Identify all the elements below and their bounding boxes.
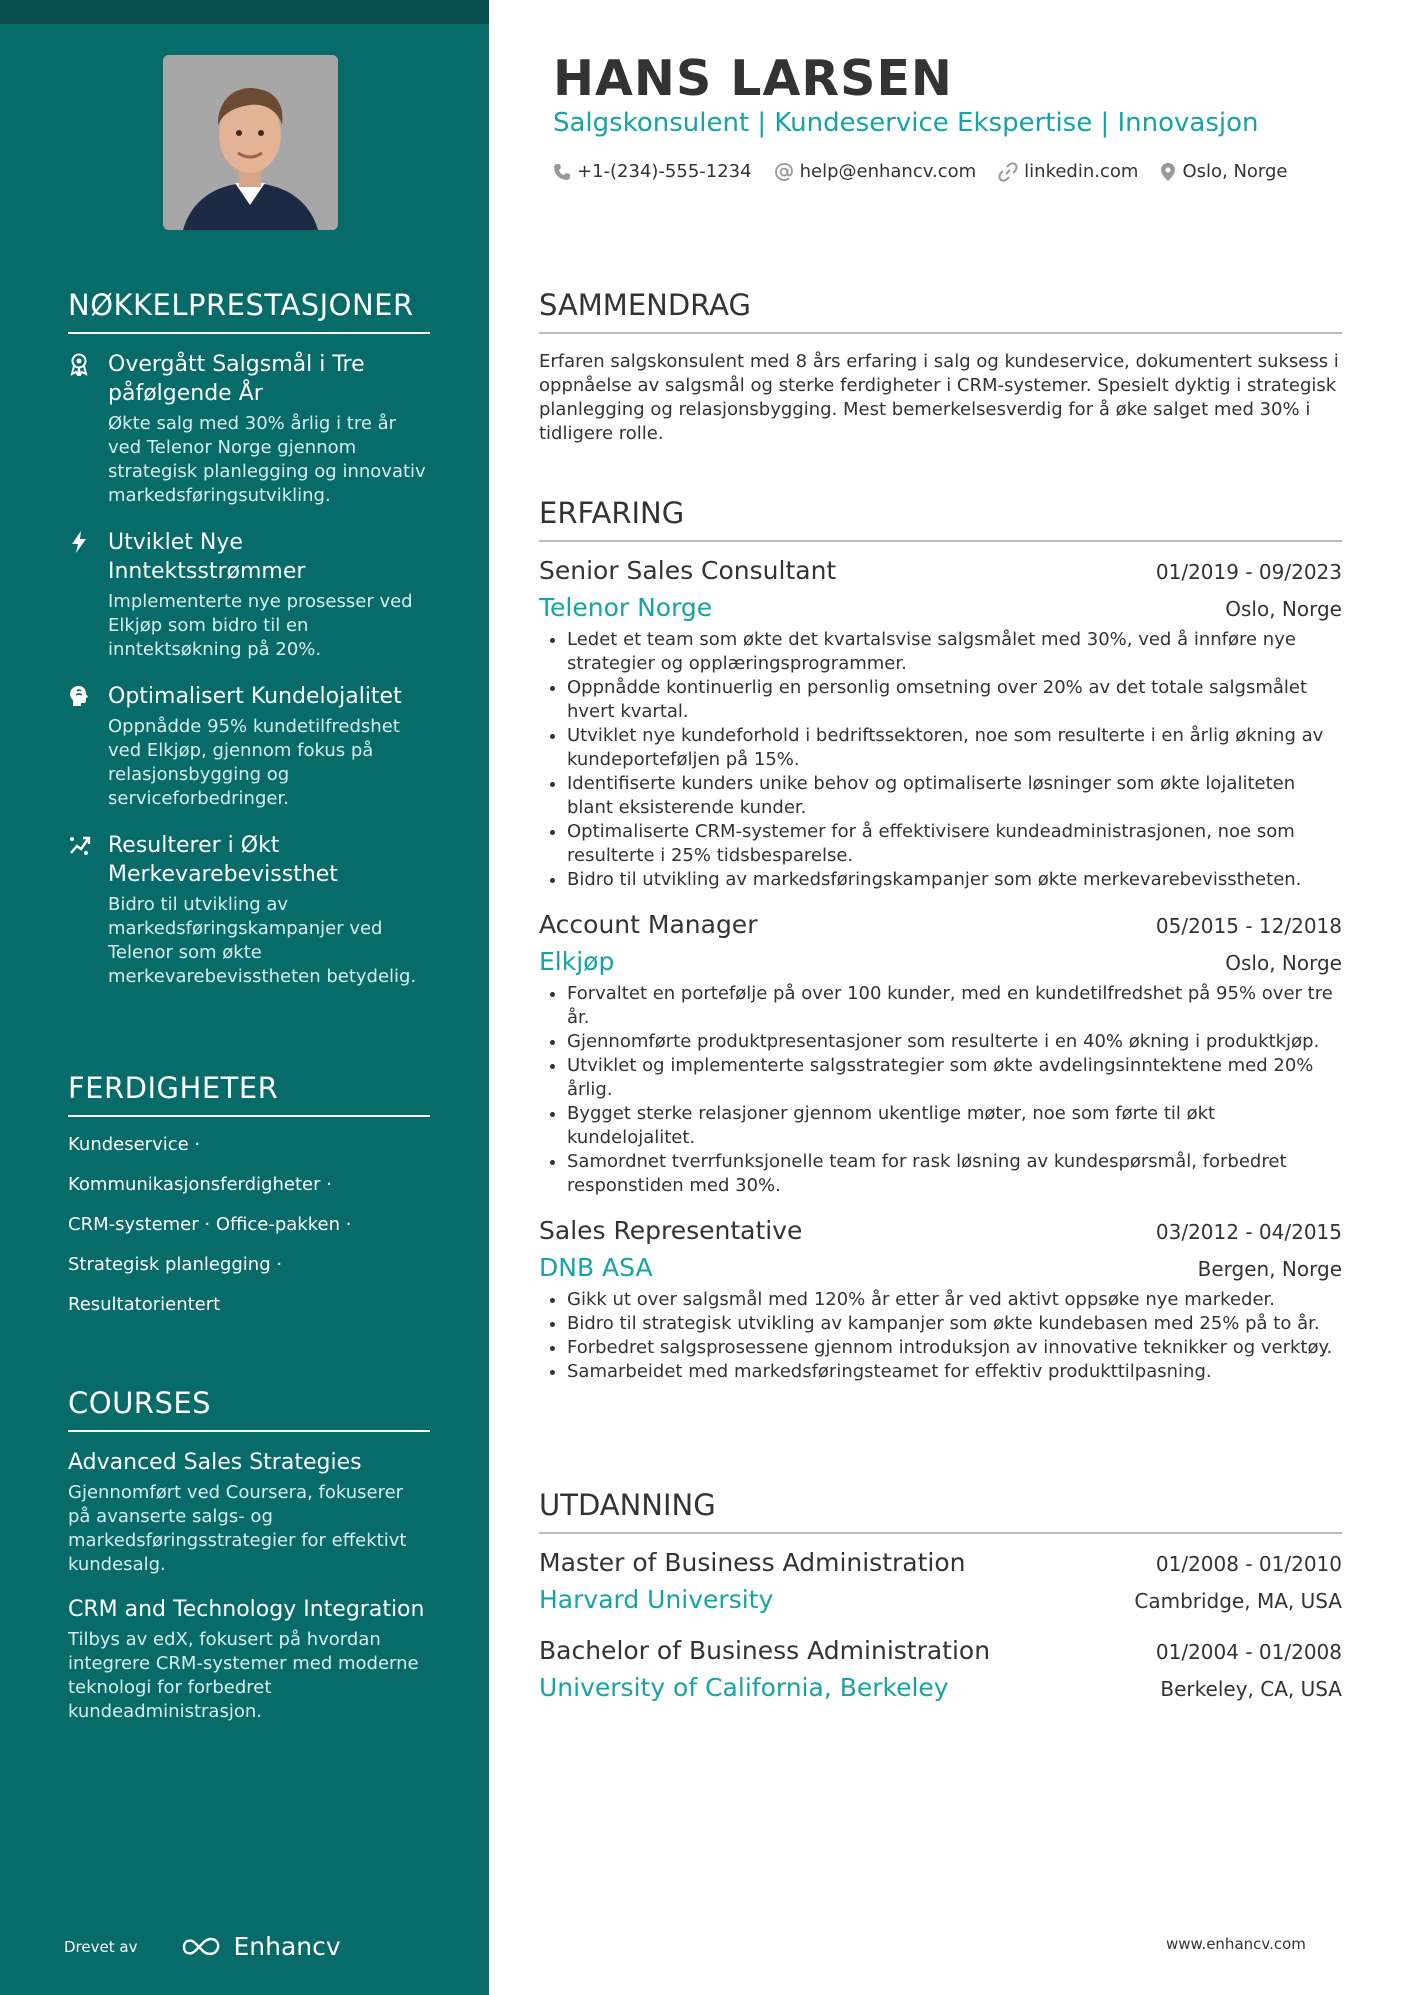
education-title: UTDANNING [539, 1488, 1342, 1534]
job-dates: 05/2015 - 12/2018 [1155, 914, 1342, 938]
enhancv-logo-icon [181, 1936, 225, 1958]
sidebar [0, 0, 489, 1995]
achievement-description: Implementerte nye prosesser ved Elkjøp som bidro til en inntektsøkning på 20%. [108, 591, 413, 660]
enhancv-logo[interactable] [181, 1932, 340, 1961]
summary-section [539, 288, 1342, 446]
education-dates: 01/2004 - 01/2008 [1155, 1640, 1342, 1664]
job-bullet: • Samordnet tverrfunksjonelle team for rask løsning av kundespørsmål, forbedret responstiden med 30%. [567, 1150, 1342, 1198]
job-bullet: • Identifiserte kunders unike behov og optimaliserte løsninger som økte lojaliteten blant eksisterende kunder. [567, 772, 1342, 820]
candidate-headline: Salgskonsulent | Kundeservice Ekspertise | Innovasjon [553, 108, 1259, 138]
at-icon [774, 162, 794, 182]
sidebar-top-bar [0, 0, 489, 24]
achievement-item [68, 682, 430, 811]
job-location: Oslo, Norge [1225, 951, 1342, 975]
skill-item: Resultatorientert [68, 1294, 221, 1315]
courses-title: COURSES [68, 1386, 430, 1432]
contact-bar [553, 161, 1310, 182]
job-bullet: • Forbedret salgsprosessene gjennom introduksjon av innovative teknikker og verktøy. [567, 1336, 1342, 1360]
job-company: Elkjøp [539, 947, 615, 976]
contact-email[interactable] [774, 161, 977, 182]
experience-section [539, 496, 1342, 1384]
school-location: Berkeley, CA, USA [1160, 1677, 1342, 1701]
candidate-name: HANS LARSEN [553, 50, 953, 107]
job-bullets [539, 628, 1342, 892]
skill-item: Kundeservice · [68, 1134, 201, 1155]
job-bullets [539, 1288, 1342, 1384]
job-bullet: • Forvaltet en portefølje på over 100 kunder, med en kundetilfredshet på 95% over tre år. [567, 982, 1342, 1030]
achievement-title: Utviklet Nye Inntektsstrømmer [108, 530, 306, 584]
contact-email-text: help@enhancv.com [799, 161, 977, 182]
job-bullets [539, 982, 1342, 1198]
job-bullet: • Bidro til utvikling av markedsføringskampanjer som økte merkevarebevisstheten. [567, 868, 1342, 892]
job-bullet: • Utviklet nye kundeforhold i bedriftssektoren, noe som resulterte i en årlig økning av kundeporteføljen på 15%. [567, 724, 1342, 772]
job-bullet: • Gjennomførte produktpresentasjoner som resulterte i en 40% økning i produktkjøp. [567, 1030, 1342, 1054]
job-bullet: • Utviklet og implementerte salgsstrategier som økte avdelingsinntektene med 20% årlig. [567, 1054, 1342, 1102]
courses-section [68, 1386, 430, 1724]
achievement-description: Økte salg med 30% årlig i tre år ved Telenor Norge gjennom strategisk planlegging og innovativ markedsføringsutvikling. [108, 413, 426, 506]
achievements-section [68, 288, 430, 989]
achievement-item [68, 831, 430, 989]
skills-section [68, 1071, 430, 1317]
education-entry [539, 1548, 1342, 1614]
profile-photo [163, 55, 338, 230]
location-pin-icon [1160, 162, 1176, 182]
job-bullet: • Optimaliserte CRM-systemer for å effektivisere kundeadministrasjonen, noe som resulterte i 25% tidsbesparelse. [567, 820, 1342, 868]
job-dates: 01/2019 - 09/2023 [1155, 560, 1342, 584]
job-entry [539, 910, 1342, 1198]
skills-title: FERDIGHETER [68, 1071, 430, 1117]
degree-title: Master of Business Administration [539, 1548, 966, 1577]
education-section [539, 1488, 1342, 1702]
job-entry [539, 556, 1342, 892]
job-dates: 03/2012 - 04/2015 [1155, 1220, 1342, 1244]
achievement-description: Bidro til utvikling av markedsføringskampanjer ved Telenor som økte merkevarebevisstheten betydelig. [108, 894, 417, 987]
job-location: Bergen, Norge [1197, 1257, 1342, 1281]
enhancv-brand-name: Enhancv [233, 1932, 341, 1961]
job-company: DNB ASA [539, 1253, 653, 1282]
contact-linkedin[interactable] [998, 161, 1138, 182]
job-bullet: • Gikk ut over salgsmål med 120% år etter år ved aktivt oppsøke nye markeder. [567, 1288, 1342, 1312]
achievement-title: Overgått Salgsmål i Tre påfølgende År [108, 352, 365, 406]
experience-title: ERFARING [539, 496, 1342, 542]
award-ribbon-icon [68, 352, 92, 376]
school-name: University of California, Berkeley [539, 1673, 949, 1702]
powered-by-label: Drevet av [64, 1937, 138, 1956]
achievement-item [68, 528, 430, 662]
footer-url[interactable]: www.enhancv.com [1166, 1935, 1306, 1953]
skill-item: Strategisk planlegging · [68, 1254, 283, 1275]
achievements-title: NØKKELPRESTASJONER [68, 288, 430, 334]
job-bullet: • Oppnådde kontinuerlig en personlig omsetning over 20% av det totale salgsmålet hvert kvartal. [567, 676, 1342, 724]
achievement-title: Resulterer i Økt Merkevarebevissthet [108, 833, 338, 887]
education-entry [539, 1636, 1342, 1702]
job-bullet: • Bidro til strategisk utvikling av kampanjer som økte kundebasen med 25% på to år. [567, 1312, 1342, 1336]
job-title: Sales Representative [539, 1216, 803, 1245]
course-title: CRM and Technology Integration [68, 1597, 425, 1622]
achievement-description: Oppnådde 95% kundetilfredshet ved Elkjøp, gjennom fokus på relasjonsbygging og serviceforbedringer. [108, 716, 400, 809]
course-description: Gjennomført ved Coursera, fokuserer på avanserte salgs- og markedsføringsstrategier for effektivt kundesalg. [68, 1482, 407, 1575]
achievement-title: Optimalisert Kundelojalitet [108, 684, 402, 709]
contact-location [1160, 161, 1287, 182]
contact-phone[interactable] [553, 161, 752, 182]
link-icon [998, 162, 1018, 182]
contact-phone-text: +1-(234)-555-1234 [577, 161, 752, 182]
job-title: Account Manager [539, 910, 758, 939]
achievement-item [68, 350, 430, 508]
lightning-icon [68, 530, 92, 554]
job-company: Telenor Norge [539, 593, 713, 622]
degree-title: Bachelor of Business Administration [539, 1636, 991, 1665]
contact-linkedin-text: linkedin.com [1024, 161, 1139, 182]
job-title: Senior Sales Consultant [539, 556, 837, 585]
school-location: Cambridge, MA, USA [1134, 1589, 1342, 1613]
course-description: Tilbys av edX, fokusert på hvordan integrere CRM-systemer med moderne teknologi for forbedret kundeadministrasjon. [68, 1629, 419, 1722]
job-location: Oslo, Norge [1225, 597, 1342, 621]
school-name: Harvard University [539, 1585, 774, 1614]
summary-text: Erfaren salgskonsulent med 8 års erfaring i salg og kundeservice, dokumentert suksess i oppnåelse av salgsmål og sterke ferdigheter i CRM-systemer. Spesielt dyktig i strategisk planlegging og relasjonsbygging. Mest bemerkelsesverdig for å øke salget med 30% i tidligere rolle. [539, 351, 1339, 444]
growth-chart-icon [68, 833, 92, 857]
phone-icon [553, 163, 571, 181]
powered-by [64, 1932, 341, 1961]
brain-icon [68, 684, 92, 708]
contact-location-text: Oslo, Norge [1182, 161, 1288, 182]
job-bullet: • Bygget sterke relasjoner gjennom ukentlige møter, noe som førte til økt kundelojalitet. [567, 1102, 1342, 1150]
course-title: Advanced Sales Strategies [68, 1450, 362, 1475]
skill-item: Kommunikasjonsferdigheter · [68, 1174, 332, 1195]
job-entry [539, 1216, 1342, 1384]
summary-title: SAMMENDRAG [539, 288, 1342, 334]
job-bullet: • Ledet et team som økte det kvartalsvise salgsmålet med 30%, ved å innføre nye strategier og opplæringsprogrammer. [567, 628, 1342, 676]
job-bullet: • Samarbeidet med markedsføringsteamet for effektiv produkttilpasning. [567, 1360, 1342, 1384]
education-dates: 01/2008 - 01/2010 [1155, 1552, 1342, 1576]
skill-item: CRM-systemer · Office-pakken · [68, 1214, 352, 1235]
